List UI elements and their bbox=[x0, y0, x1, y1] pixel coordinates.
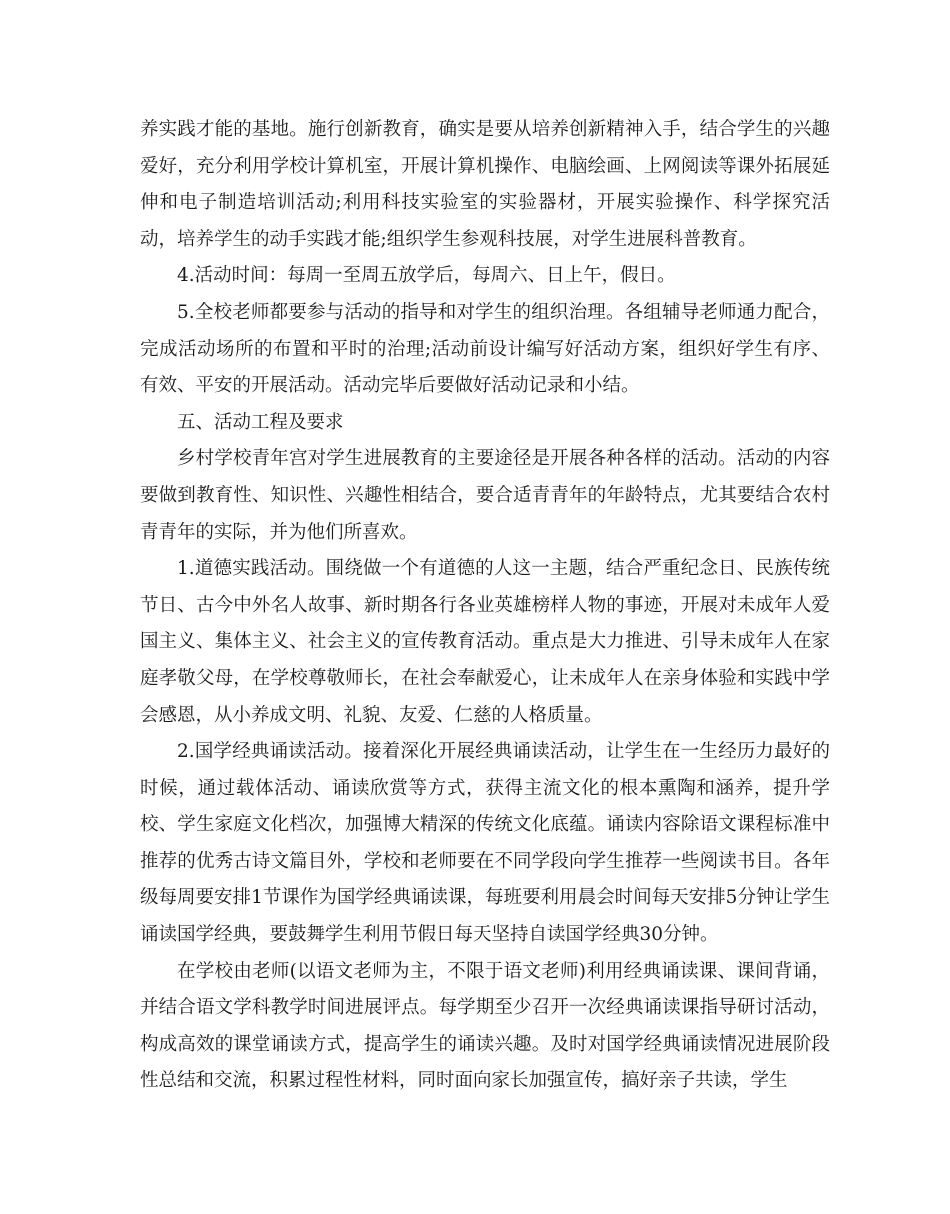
section-heading: 五、活动工程及要求 bbox=[177, 411, 344, 433]
document-body bbox=[140, 112, 830, 1100]
paragraph-1: 养实践才能的基地。施行创新教育，确实是要从培养创新精神入手，结合学生的兴趣爱好，充分利用学校计算机室，开展计算机操作、电脑绘画、上网阅读等课外拓展延伸和电子制造培训活动;利用科技实验室的实验器材，开展实验操作、科学探究活动，培养学生的动手实践才能;组织学生参观科技展，对学生进展科普教育。 bbox=[140, 119, 830, 250]
paragraph-3: 5.全校老师都要参与活动的指导和对学生的组织治理。各组辅导老师通力配合，完成活动场所的布置和平时的治理;活动前设计编写好活动方案，组织好学生有序、有效、平安的开展活动。活动完毕后要做好活动记录和小结。 bbox=[140, 301, 830, 397]
paragraph-7: 在学校由老师(以语文老师为主，不限于语文老师)利用经典诵读课、课间背诵，并结合语文学科教学时间进展评点。每学期至少召开一次经典诵读课指导研讨活动，构成高效的课堂诵读方式，提高学生的诵读兴趣。及时对国学经典诵读情况进展阶段性总结和交流，积累过程性材料，同时面向家长加强宣传，搞好亲子共读，学生 bbox=[140, 960, 830, 1092]
paragraph-5: 1.道德实践活动。围绕做一个有道德的人这一主题，结合严重纪念日、民族传统节日、古今中外名人故事、新时期各行各业英雄榜样人物的事迹，开展对未成年人爱国主义、集体主义、社会主义的宣传教育活动。重点是大力推进、引导未成年人在家庭孝敬父母，在学校尊敬师长，在社会奉献爱心，让未成年人在亲身体验和实践中学会感恩，从小养成文明、礼貌、友爱、仁慈的人格质量。 bbox=[140, 558, 830, 726]
paragraph-4: 乡村学校青年宫对学生进展教育的主要途径是开展各种各样的活动。活动的内容要做到教育性、知识性、兴趣性相结合，要合适青青年的年龄特点，尤其要结合农村青青年的实际，并为他们所喜欢。 bbox=[140, 448, 830, 543]
paragraph-6: 2.国学经典诵读活动。接着深化开展经典诵读活动，让学生在一生经历力最好的时候，通过载体活动、诵读欣赏等方式，获得主流文化的根本熏陶和涵养，提升学校、学生家庭文化档次，加强博大精深的传统文化底蕴。诵读内容除语文课程标准中推荐的优秀古诗文篇目外，学校和老师要在不同学段向学生推荐一些阅读书目。各年级每周要安排1节课作为国学经典诵读课，每班要利用晨会时间每天安排5分钟让学生诵读国学经典，要鼓舞学生利用节假日每天坚持自读国学经典30分钟。 bbox=[140, 741, 830, 946]
paragraph-2: 4.活动时间：每周一至周五放学后，每周六、日上午，假日。 bbox=[177, 265, 676, 287]
